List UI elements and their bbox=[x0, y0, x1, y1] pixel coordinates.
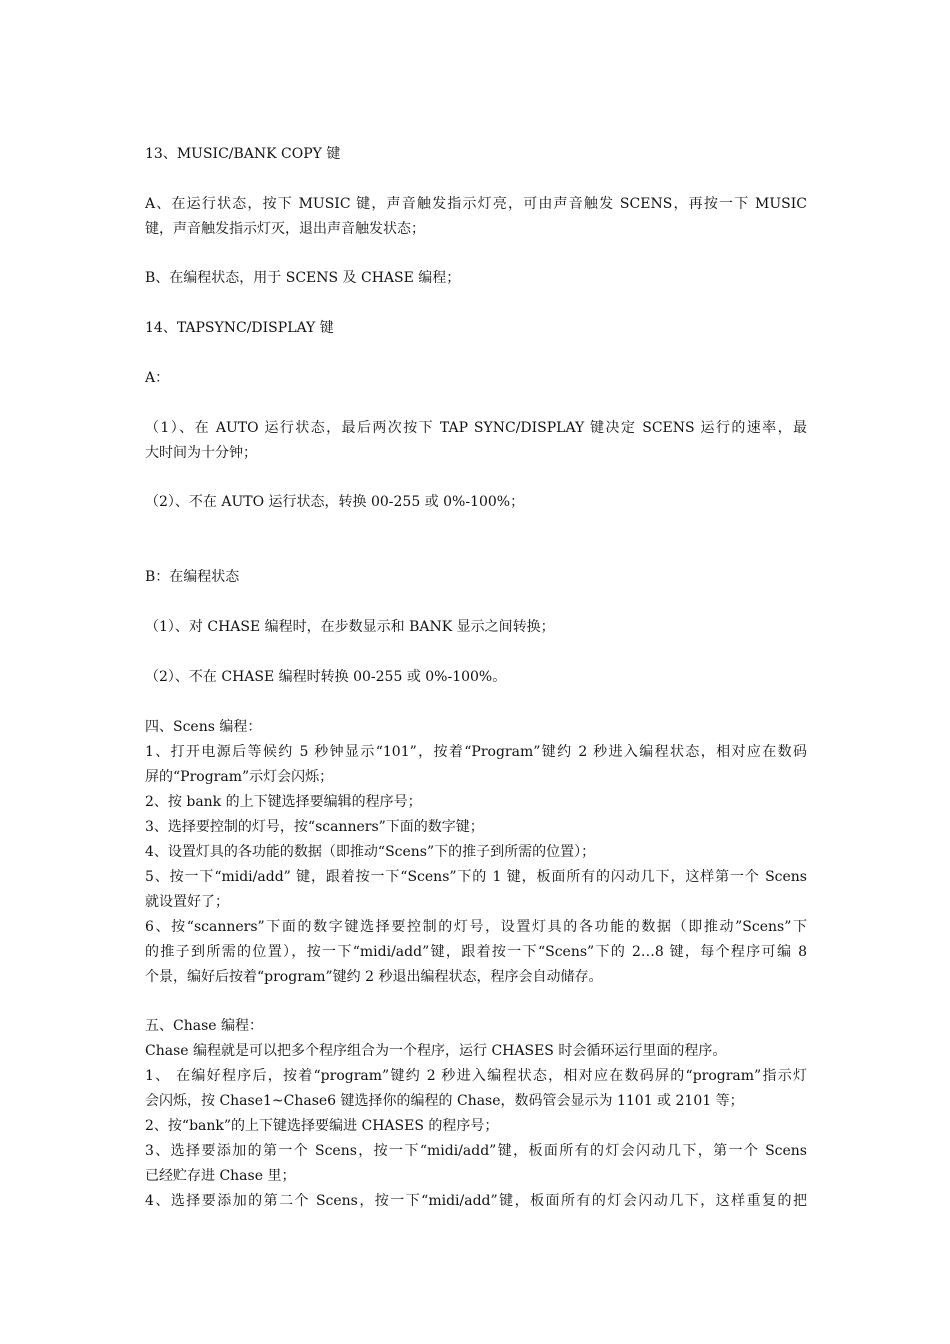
paragraph-line: 1、 在编好程序后，按着“program”键约 2 秒进入编程状态，相对应在数码屏的“program”指示灯 bbox=[145, 1068, 807, 1084]
paragraph-line: 3、选择要控制的灯号，按“scanners”下面的数字键； bbox=[145, 819, 484, 835]
paragraph-line: Chase 编程就是可以把多个程序组合为一个程序，运行 CHASES 时会循环运行里面的程序。 bbox=[145, 1043, 727, 1059]
paragraph-line: 2、按 bank 的上下键选择要编辑的程序号； bbox=[145, 794, 422, 810]
paragraph-line: 1、打开电源后等候约 5 秒钟显示“101”，按着“Program”键约 2 秒进入编程状态，相对应在数码 bbox=[145, 744, 807, 760]
paragraph-line: 大时间为十分钟； bbox=[145, 445, 257, 461]
heading-14-tapsync-display: 14、TAPSYNC/DISPLAY 键 bbox=[145, 320, 334, 336]
paragraph-line: 键，声音触发指示灯灭，退出声音触发状态； bbox=[145, 221, 425, 237]
section-heading-scens: 四、Scens 编程： bbox=[145, 719, 262, 735]
paragraph-line: （1）、在 AUTO 运行状态，最后两次按下 TAP SYNC/DISPLAY 键决定 SCENS 运行的速率，最 bbox=[145, 420, 807, 436]
paragraph-line: 的推子到所需的位置），按一下“midi/add”键，跟着按一下“Scens”下的 2…8 键，每个程序可编 8 bbox=[145, 944, 807, 960]
heading-13-music-bank-copy: 13、MUSIC/BANK COPY 键 bbox=[145, 146, 341, 162]
paragraph-line: 5、按一下“midi/add” 键，跟着按一下“Scens”下的 1 键，板面所有的闪动几下，这样第一个 Scens bbox=[145, 869, 807, 885]
paragraph-line: 6、按“scanners”下面的数字键选择要控制的灯号，设置灯具的各功能的数据（即推动”Scens”下 bbox=[145, 919, 807, 935]
paragraph-line: 就设置好了； bbox=[145, 894, 229, 910]
paragraph-line: （2）、不在 AUTO 运行状态，转换 00-255 或 0%-100%； bbox=[145, 494, 525, 510]
paragraph-line: 个景，编好后按着“program”键约 2 秒退出编程状态，程序会自动储存。 bbox=[145, 969, 603, 985]
paragraph-line: B：在编程状态 bbox=[145, 569, 240, 585]
paragraph-line: 屏的“Program”示灯会闪烁； bbox=[145, 769, 334, 785]
paragraph-line: 已经贮存进 Chase 里； bbox=[145, 1168, 296, 1184]
paragraph-line: 会闪烁，按 Chase1~Chase6 键选择你的编程的 Chase，数码管会显示为 1101 或 2101 等； bbox=[145, 1093, 744, 1109]
paragraph-line: A： bbox=[145, 370, 170, 386]
paragraph-line: （2）、不在 CHASE 编程时转换 00-255 或 0%-100%。 bbox=[145, 669, 507, 685]
paragraph-line: B、在编程状态，用于 SCENS 及 CHASE 编程； bbox=[145, 270, 461, 286]
paragraph-line: A、在运行状态，按下 MUSIC 键，声音触发指示灯亮，可由声音触发 SCENS，再按一下 MUSIC bbox=[145, 196, 807, 212]
paragraph-line: 4、选择要添加的第二个 Scens，按一下“midi/add”键，板面所有的灯会闪动几下，这样重复的把 bbox=[145, 1193, 807, 1209]
paragraph-line: （1）、对 CHASE 编程时，在步数显示和 BANK 显示之间转换； bbox=[145, 619, 555, 635]
section-heading-chase: 五、Chase 编程： bbox=[145, 1018, 263, 1034]
paragraph-line: 3、选择要添加的第一个 Scens，按一下“midi/add”键，板面所有的灯会闪动几下，第一个 Scens bbox=[145, 1143, 807, 1159]
paragraph-line: 4、设置灯具的各功能的数据（即推动“Scens”下的推子到所需的位置）； bbox=[145, 844, 596, 860]
paragraph-line: 2、按“bank”的上下键选择要编进 CHASES 的程序号； bbox=[145, 1118, 499, 1134]
